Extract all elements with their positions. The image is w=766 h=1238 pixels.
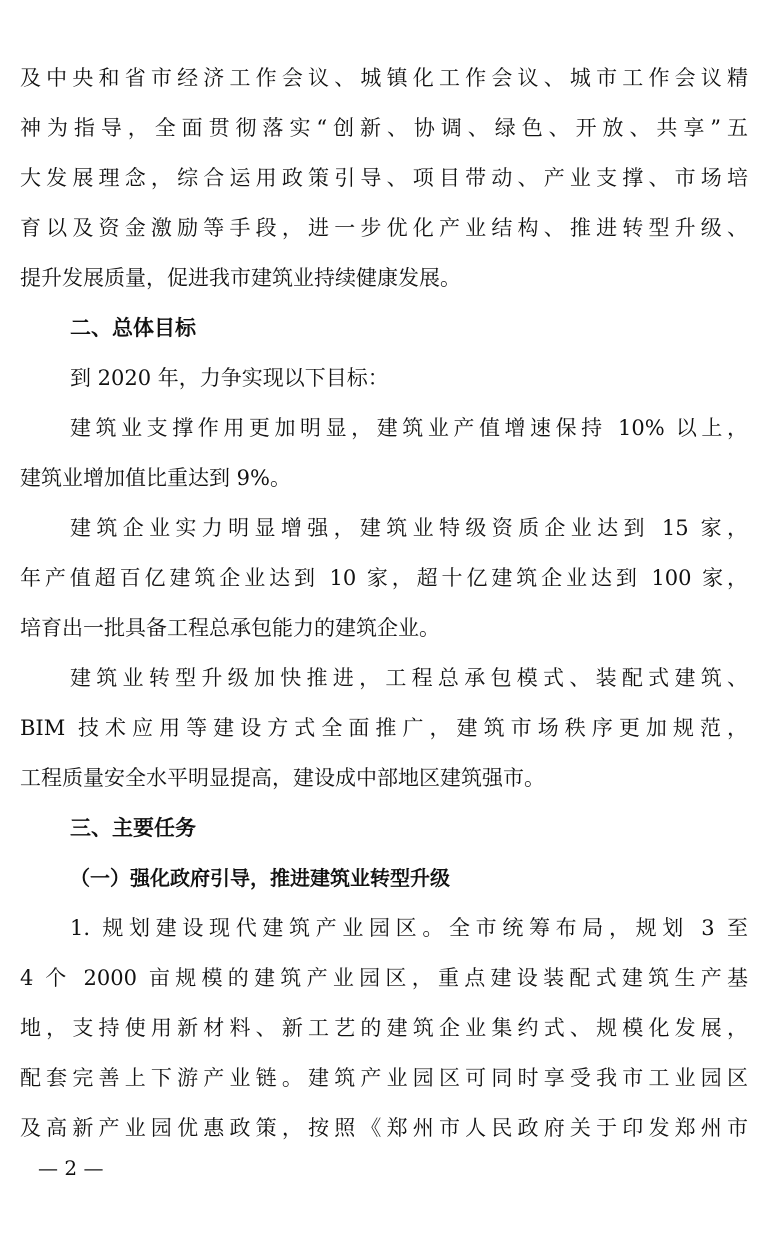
paragraph-line: 年产值超百亿建筑企业达到 10 家，超十亿建筑企业达到 100 家， [20,566,748,590]
paragraph-line: 1. 规划建设现代建筑产业园区。全市统筹布局，规划 3 至 [70,916,748,940]
section-heading: 二、总体目标 [70,316,196,340]
paragraph-line: 大发展理念，综合运用政策引导、项目带动、产业支撑、市场培 [20,166,748,190]
paragraph-line: 配套完善上下游产业链。建筑产业园区可同时享受我市工业园区 [20,1066,748,1090]
paragraph-line: 育以及资金激励等手段，进一步优化产业结构、推进转型升级、 [20,216,748,240]
paragraph-line: 建筑业增加值比重达到 9%。 [20,466,291,490]
paragraph-line: BIM 技术应用等建设方式全面推广，建筑市场秩序更加规范， [20,716,748,740]
section-heading: 三、主要任务 [70,816,196,840]
page-number: — 2 — [38,1156,104,1180]
paragraph-line: 培育出一批具备工程总承包能力的建筑企业。 [20,616,440,640]
paragraph-line: 地，支持使用新材料、新工艺的建筑企业集约式、规模化发展， [20,1016,748,1040]
paragraph-line: 到 2020 年，力争实现以下目标： [70,366,389,390]
paragraph-line: 建筑企业实力明显增强，建筑业特级资质企业达到 15 家， [70,516,748,540]
paragraph-line: 工程质量安全水平明显提高，建设成中部地区建筑强市。 [20,766,545,790]
paragraph-line: 及中央和省市经济工作会议、城镇化工作会议、城市工作会议精 [20,66,748,90]
subsection-heading: （一）强化政府引导，推进建筑业转型升级 [70,866,450,890]
paragraph-line: 提升发展质量，促进我市建筑业持续健康发展。 [20,266,461,290]
paragraph-line: 及高新产业园优惠政策，按照《郑州市人民政府关于印发郑州市 [20,1116,748,1140]
paragraph-line: 建筑业转型升级加快推进，工程总承包模式、装配式建筑、 [70,666,748,690]
paragraph-line: 建筑业支撑作用更加明显，建筑业产值增速保持 10% 以上， [70,416,748,440]
paragraph-line: 4 个 2000 亩规模的建筑产业园区，重点建设装配式建筑生产基 [20,966,748,990]
paragraph-line: 神为指导，全面贯彻落实“创新、协调、绿色、开放、共享”五 [20,116,748,140]
